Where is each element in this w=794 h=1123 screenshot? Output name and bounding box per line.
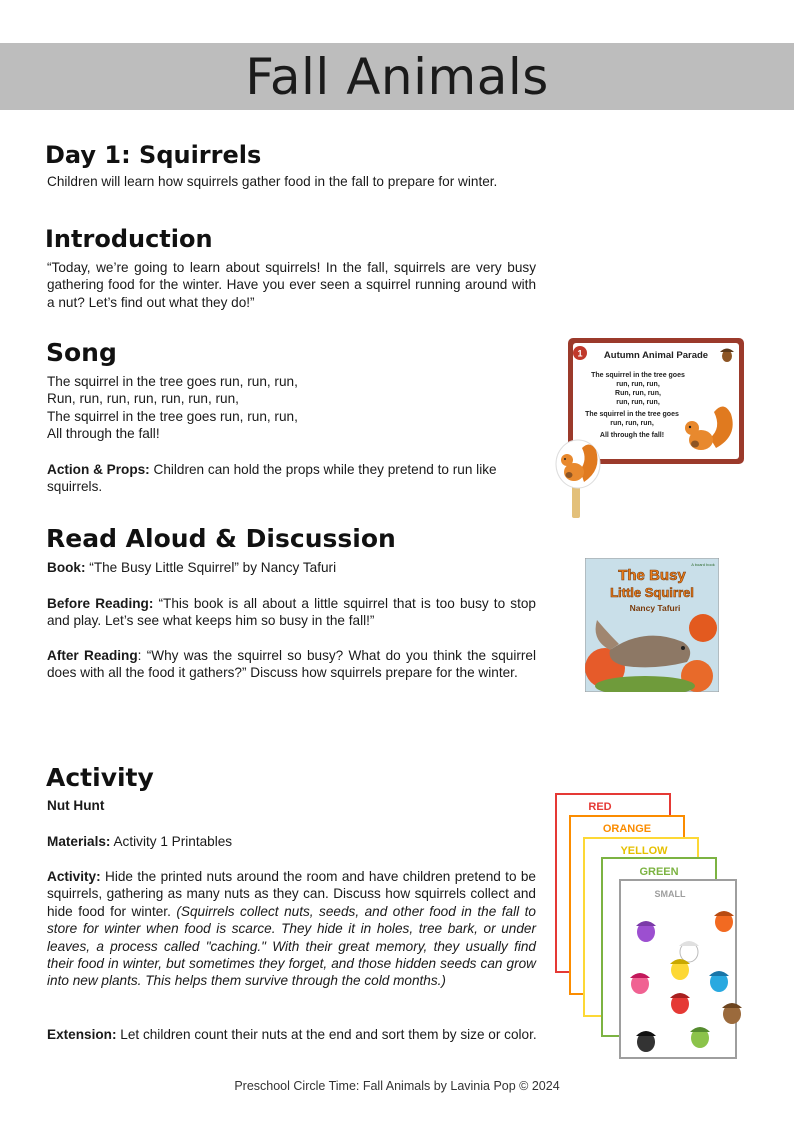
action-label: Action & Props:: [47, 462, 150, 477]
svg-text:YELLOW: YELLOW: [620, 845, 668, 857]
card-badge-number: 1: [577, 348, 583, 359]
materials-line: [47, 833, 447, 850]
acorn-icon: [679, 941, 699, 962]
card-title: Autumn Animal Parade: [603, 350, 709, 361]
materials-label: Materials:: [47, 834, 111, 849]
svg-text:GREEN: GREEN: [639, 866, 679, 878]
after-text: : “Why was the squirrel so busy? What do you think the squirrel does with all the food it gathers?” Discuss how squirrels prepare for the winter.: [47, 648, 536, 681]
cover-badge: A board book: [691, 562, 715, 567]
song-action: [47, 461, 539, 496]
before-label: Before Reading:: [47, 596, 154, 611]
introduction-heading: Introduction: [45, 225, 213, 253]
song-line: The squirrel in the tree goes run, run, run,: [47, 374, 298, 389]
printables-illustration: [554, 792, 744, 1062]
svg-text:RED: RED: [588, 801, 612, 813]
activity-label: Activity:: [47, 869, 101, 884]
song-lyrics: [47, 373, 377, 443]
card-line: run, run, run,: [610, 420, 654, 427]
cover-title-line2: Little Squirrel: [610, 585, 694, 600]
activity-name-text: Nut Hunt: [47, 798, 105, 813]
page-footer: Preschool Circle Time: Fall Animals by Lavinia Pop © 2024: [234, 1079, 560, 1093]
svg-text:ORANGE: ORANGE: [602, 823, 652, 835]
card-line: run, run, run,: [616, 381, 660, 388]
book-text: “The Busy Little Squirrel” by Nancy Tafuri: [85, 560, 337, 575]
after-label: After Reading: [47, 648, 138, 663]
song-card-illustration: [548, 336, 748, 520]
introduction-text: “Today, we’re going to learn about squirrels! In the fall, squirrels are very busy gathering food for the winter. Have you ever seen a squirrel running around with a nut? Let’s find out what they do!”: [47, 260, 536, 310]
card-line: All through the fall!: [599, 432, 665, 439]
prop-squirrel-icon: [556, 440, 600, 488]
extension-line: [47, 1026, 539, 1043]
card-line: Run, run, run,: [615, 390, 661, 397]
day-summary: Children will learn how squirrels gather food in the fall to prepare for winter.: [47, 174, 498, 189]
activity-description: [47, 868, 536, 990]
book-line: [47, 559, 547, 576]
action-text: Children can hold the props while they pretend to run like squirrels.: [47, 462, 497, 495]
activity-text: Hide the printed nuts around the room and have children pretend to be squirrels, gathering as many nuts as they can. Discuss how squirrels collect and hide food for winter.: [47, 869, 536, 919]
activity-name: [47, 797, 347, 814]
song-line: The squirrel in the tree goes run, run, run,: [47, 408, 298, 424]
activity-italic-text: (Squirrels collect nuts, seeds, and other food in the fall to store for winter when food is scarce. They hide it in holes, tree bark, or under leaves, a process called "caching." With their great memory, they usually find their food in winter, but sometimes they forget, and those hidden seeds can grow into new plants. This helps them survive through the cold months.): [47, 903, 536, 989]
card-line: run, run, run,: [616, 399, 660, 406]
extension-label: Extension:: [47, 1027, 117, 1042]
svg-text:SMALL: SMALL: [654, 889, 686, 899]
before-text: “This book is all about a little squirrel that is too busy to stop and play. Let’s see what keeps him so busy in the fall!”: [47, 596, 536, 629]
card-line: The squirrel in the tree goes: [585, 411, 679, 418]
activity-heading: Activity: [46, 763, 154, 792]
read-aloud-heading: Read Aloud & Discussion: [46, 524, 396, 553]
book-label: Book:: [47, 560, 86, 575]
extension-text: Let children count their nuts at the end and sort them by size or color.: [116, 1027, 537, 1042]
book-cover-illustration: [585, 558, 719, 692]
title-band: [0, 43, 794, 110]
cover-title-line1: The Busy: [618, 567, 686, 584]
materials-text: Activity 1 Printables: [110, 834, 233, 849]
song-line: Run, run, run, run, run, run, run,: [47, 391, 239, 407]
song-heading: Song: [46, 338, 117, 367]
card-line: The squirrel in the tree goes: [591, 372, 685, 379]
after-reading: [47, 647, 536, 682]
page-title: Fall Animals: [245, 47, 549, 106]
before-reading: [47, 595, 536, 630]
song-line: All through the fall!: [47, 426, 160, 442]
day-heading: Day 1: Squirrels: [45, 141, 262, 169]
cover-author: Nancy Tafuri: [629, 603, 681, 613]
